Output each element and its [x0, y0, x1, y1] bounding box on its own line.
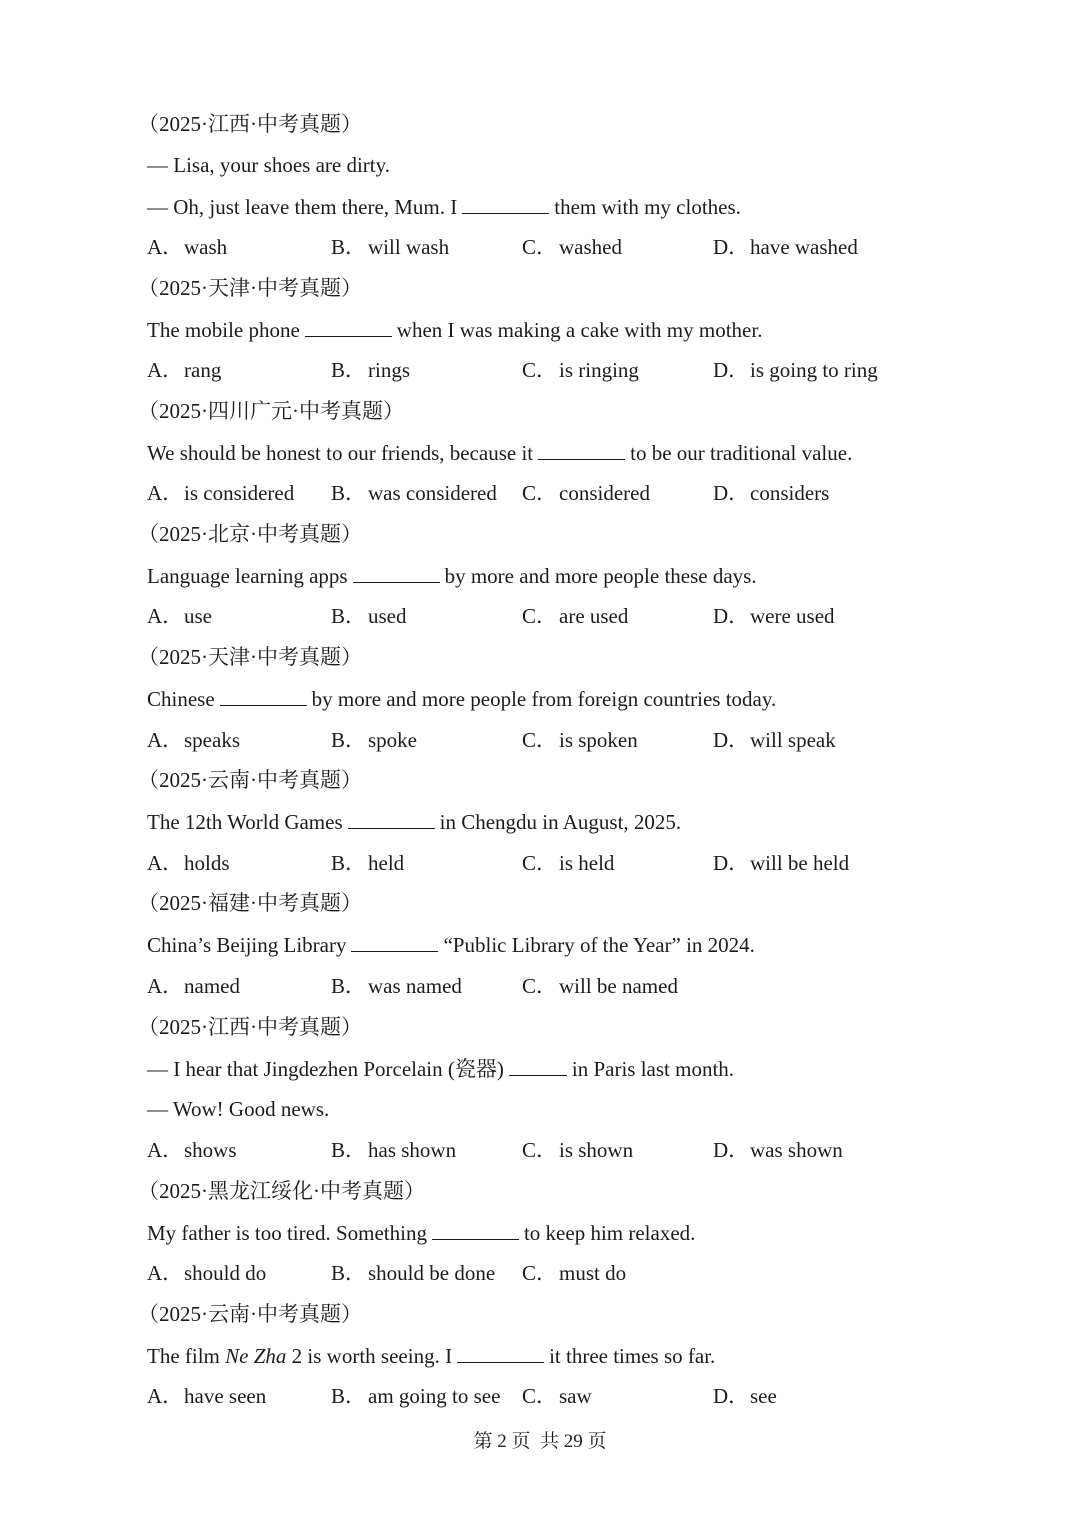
option-text: holds	[184, 851, 230, 875]
question-stem	[147, 562, 757, 589]
option-letter: C．	[522, 235, 558, 259]
option-text: are used	[559, 604, 629, 628]
question-source: （2025·天津·中考真题）	[138, 645, 362, 669]
option-a[interactable]	[147, 973, 240, 999]
option-b[interactable]	[331, 480, 497, 506]
option-text: is held	[559, 851, 615, 875]
stem-text: in Paris last month.	[571, 1057, 735, 1081]
option-letter: B．	[331, 1261, 367, 1285]
option-a[interactable]	[147, 1383, 266, 1409]
option-letter: C．	[522, 358, 558, 382]
option-letter: A．	[147, 1384, 184, 1408]
question-stem	[147, 685, 776, 712]
option-letter: D．	[713, 481, 750, 505]
option-c[interactable]	[522, 1383, 592, 1409]
option-b[interactable]	[331, 1137, 456, 1163]
option-text: shows	[184, 1138, 237, 1162]
option-text: have seen	[184, 1384, 267, 1408]
option-text: must do	[559, 1261, 627, 1285]
option-letter: A．	[147, 481, 184, 505]
option-text: should do	[184, 1261, 267, 1285]
option-letter: C．	[522, 1384, 558, 1408]
option-text: will be held	[750, 851, 850, 875]
option-a[interactable]	[147, 850, 230, 876]
option-letter: C．	[522, 481, 558, 505]
stem-text: to be our traditional value.	[630, 441, 853, 465]
option-d[interactable]	[713, 480, 829, 506]
option-letter: C．	[522, 1261, 558, 1285]
option-letter: A．	[147, 851, 184, 875]
stem-text: when I was making a cake with my mother.	[396, 318, 763, 342]
stem-text: We should be honest to our friends, because it	[147, 441, 534, 465]
option-text: named	[184, 974, 240, 998]
option-letter: C．	[522, 974, 558, 998]
stem-text: — I hear that Jingdezhen Porcelain (瓷器)	[147, 1057, 504, 1081]
option-letter: B．	[331, 481, 367, 505]
option-letter: B．	[331, 974, 367, 998]
option-letter: B．	[331, 604, 367, 628]
option-letter: B．	[331, 851, 367, 875]
stem-text: — Lisa, your shoes are dirty.	[147, 153, 390, 177]
option-text: considers	[750, 481, 830, 505]
option-letter: C．	[522, 604, 558, 628]
option-letter: B．	[331, 1384, 367, 1408]
answer-blank[interactable]	[457, 1342, 544, 1363]
question-source: （2025·云南·中考真题）	[138, 768, 362, 792]
page-footer: 第 2 页 共 29 页	[473, 1431, 607, 1452]
option-letter: A．	[147, 1138, 184, 1162]
option-c[interactable]	[522, 1260, 626, 1286]
option-text: speaks	[184, 728, 240, 752]
question-source: （2025·云南·中考真题）	[138, 1302, 362, 1326]
stem-text: them with my clothes.	[554, 195, 741, 219]
stem-text: by more and more people from foreign countries today.	[311, 687, 777, 711]
option-letter: D．	[713, 728, 750, 752]
answer-blank[interactable]	[351, 931, 438, 952]
question-source: （2025·北京·中考真题）	[138, 522, 362, 546]
question-stem	[147, 193, 741, 220]
answer-blank[interactable]	[348, 808, 435, 829]
option-a[interactable]	[147, 1260, 266, 1286]
option-letter: A．	[147, 974, 184, 998]
option-letter: B．	[331, 235, 367, 259]
option-text: is going to ring	[750, 358, 878, 382]
question-stem	[147, 1096, 329, 1122]
stem-text: Chinese	[147, 687, 215, 711]
option-text: was named	[368, 974, 462, 998]
option-letter: B．	[331, 728, 367, 752]
option-text: will speak	[750, 728, 836, 752]
option-letter: D．	[713, 1384, 750, 1408]
question-source: （2025·江西·中考真题）	[138, 112, 362, 136]
option-letter: C．	[522, 728, 558, 752]
option-letter: D．	[713, 851, 750, 875]
option-text: will be named	[559, 974, 678, 998]
option-text: considered	[559, 481, 650, 505]
answer-blank[interactable]	[538, 439, 625, 460]
option-text: held	[368, 851, 405, 875]
option-b[interactable]	[331, 357, 410, 383]
option-letter: A．	[147, 604, 184, 628]
option-letter: D．	[713, 235, 750, 259]
option-a[interactable]	[147, 357, 221, 383]
answer-blank[interactable]	[220, 685, 307, 706]
option-letter: D．	[713, 358, 750, 382]
question-stem	[147, 439, 852, 466]
stem-text: — Wow! Good news.	[147, 1097, 330, 1121]
option-c[interactable]	[522, 1137, 633, 1163]
option-text: am going to see	[368, 1384, 501, 1408]
question-stem	[147, 316, 762, 343]
question-stem	[147, 152, 390, 178]
answer-blank[interactable]	[305, 316, 392, 337]
option-text: was shown	[750, 1138, 843, 1162]
film-title: Ne Zha	[225, 1344, 287, 1368]
option-text: will wash	[368, 235, 450, 259]
option-text: saw	[559, 1384, 592, 1408]
option-text: is ringing	[559, 358, 639, 382]
stem-text: China’s Beijing Library	[147, 933, 347, 957]
option-c[interactable]	[522, 973, 678, 999]
option-b[interactable]	[331, 727, 417, 753]
stem-text: The film	[147, 1344, 226, 1368]
question-source: （2025·四川广元·中考真题）	[138, 399, 404, 423]
option-a[interactable]	[147, 1137, 237, 1163]
option-b[interactable]	[331, 603, 407, 629]
option-text: was considered	[368, 481, 497, 505]
question-stem	[147, 1055, 734, 1082]
option-c[interactable]	[522, 850, 614, 876]
option-text: rang	[184, 358, 222, 382]
option-b[interactable]	[331, 1383, 500, 1409]
option-letter: D．	[713, 604, 750, 628]
question-stem	[147, 808, 681, 835]
option-c[interactable]	[522, 480, 650, 506]
stem-text: My father is too tired. Something	[147, 1221, 427, 1245]
question-stem	[147, 1219, 695, 1246]
option-text: use	[184, 604, 212, 628]
option-a[interactable]	[147, 603, 212, 629]
option-c[interactable]	[522, 603, 628, 629]
option-letter: B．	[331, 358, 367, 382]
question-source: （2025·黑龙江绥化·中考真题）	[138, 1179, 425, 1203]
stem-text: “Public Library of the Year” in 2024.	[443, 933, 755, 957]
question-source: （2025·福建·中考真题）	[138, 891, 362, 915]
option-c[interactable]	[522, 234, 622, 260]
option-text: see	[750, 1384, 777, 1408]
option-letter: A．	[147, 235, 184, 259]
stem-text: in Chengdu in August, 2025.	[439, 810, 682, 834]
option-c[interactable]	[522, 357, 639, 383]
option-text: have washed	[750, 235, 858, 259]
option-letter: D．	[713, 1138, 750, 1162]
option-d[interactable]	[713, 1383, 777, 1409]
question-stem	[147, 931, 755, 958]
option-letter: C．	[522, 1138, 558, 1162]
option-d[interactable]	[713, 234, 858, 260]
option-letter: B．	[331, 1138, 367, 1162]
option-text: used	[368, 604, 407, 628]
option-text: is considered	[184, 481, 295, 505]
option-text: wash	[184, 235, 228, 259]
option-text: rings	[368, 358, 410, 382]
question-stem	[147, 1342, 715, 1369]
option-a[interactable]	[147, 480, 294, 506]
option-text: spoke	[368, 728, 417, 752]
answer-blank[interactable]	[509, 1055, 567, 1076]
stem-text: The 12th World Games	[147, 810, 343, 834]
option-b[interactable]	[331, 234, 449, 260]
option-letter: A．	[147, 358, 184, 382]
option-text: should be done	[368, 1261, 496, 1285]
stem-text: The mobile phone	[147, 318, 300, 342]
option-text: has shown	[368, 1138, 457, 1162]
stem-text: — Oh, just leave them there, Mum. I	[147, 195, 458, 219]
option-d[interactable]	[713, 357, 878, 383]
option-b[interactable]	[331, 1260, 495, 1286]
option-b[interactable]	[331, 973, 462, 999]
option-letter: A．	[147, 728, 184, 752]
option-d[interactable]	[713, 603, 835, 629]
stem-text: to keep him relaxed.	[523, 1221, 696, 1245]
option-text: is shown	[559, 1138, 634, 1162]
option-d[interactable]	[713, 850, 849, 876]
option-text: washed	[559, 235, 622, 259]
option-b[interactable]	[331, 850, 404, 876]
answer-blank[interactable]	[432, 1219, 519, 1240]
question-source: （2025·天津·中考真题）	[138, 276, 362, 300]
option-c[interactable]	[522, 727, 638, 753]
option-a[interactable]	[147, 234, 227, 260]
option-text: were used	[750, 604, 835, 628]
option-d[interactable]	[713, 1137, 843, 1163]
option-d[interactable]	[713, 727, 836, 753]
question-source: （2025·江西·中考真题）	[138, 1015, 362, 1039]
stem-text: it three times so far.	[549, 1344, 716, 1368]
stem-text: by more and more people these days.	[444, 564, 757, 588]
stem-text: Language learning apps	[147, 564, 348, 588]
option-letter: A．	[147, 1261, 184, 1285]
option-a[interactable]	[147, 727, 240, 753]
stem-text: 2 is worth seeing. I	[286, 1344, 453, 1368]
answer-blank[interactable]	[462, 193, 549, 214]
answer-blank[interactable]	[353, 562, 440, 583]
option-letter: C．	[522, 851, 558, 875]
option-text: is spoken	[559, 728, 638, 752]
